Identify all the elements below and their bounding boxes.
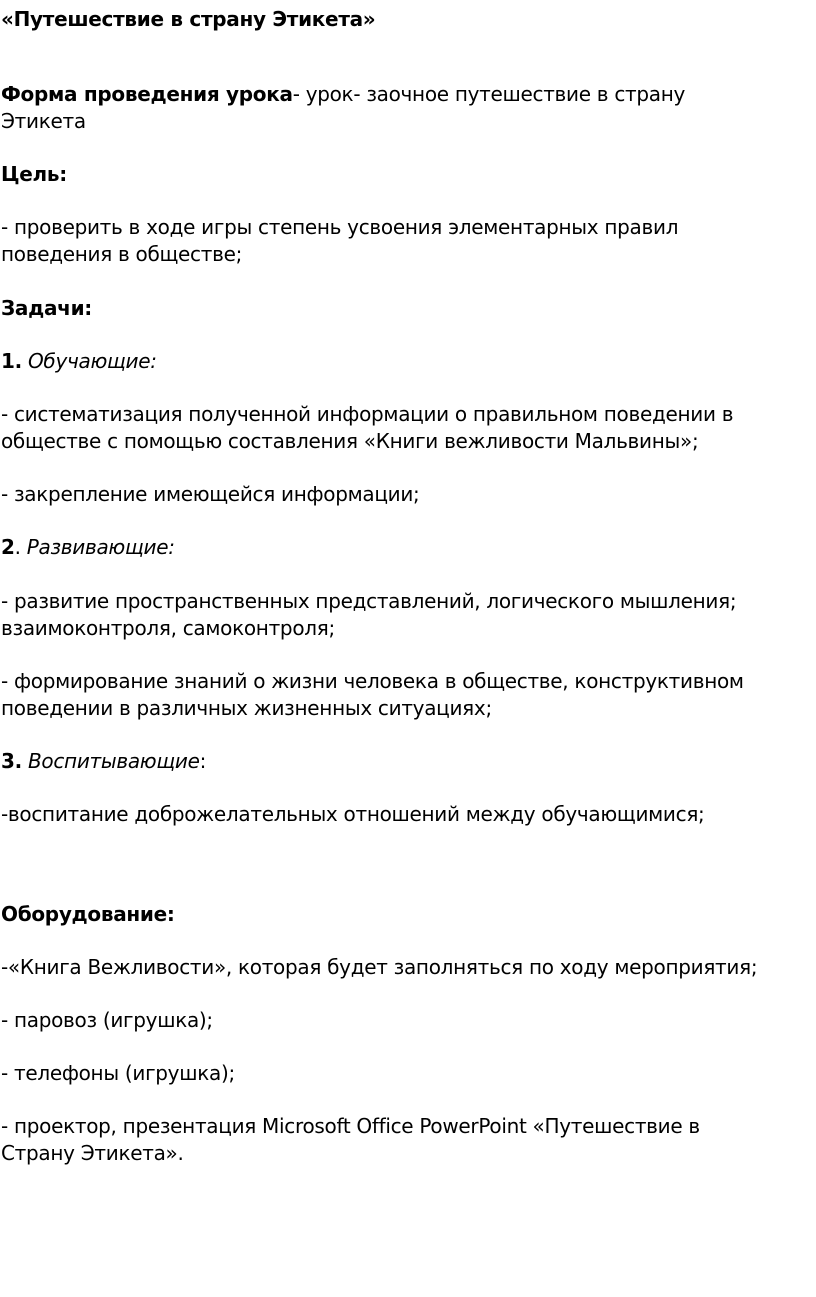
equipment-item-line: - проектор, презентация Microsoft Office PowerPoint «Путешествие в (1, 1114, 700, 1138)
task-item-line: взаимоконтроля, самоконтроля; (1, 616, 335, 640)
task-group-3-heading (1, 748, 801, 775)
task-group-number: 1. (1, 349, 22, 373)
equipment-item-line: - паровоз (игрушка); (1, 1008, 213, 1032)
equipment-item-line: Страну Этикета». (1, 1141, 184, 1165)
task-group-name: Обучающие: (27, 349, 157, 373)
task-group-1-heading (1, 348, 801, 375)
tasks-heading: Задачи: (1, 296, 92, 320)
form-line-2: Этикета (1, 109, 86, 133)
task-item-line: -воспитание доброжелательных отношений между обучающимися; (1, 802, 705, 826)
form-label: Форма проведения урока (1, 82, 293, 106)
task-item-line: обществе с помощью составления «Книги вежливости Мальвины»; (1, 429, 699, 453)
task-group-dot: . (14, 535, 21, 559)
goal-item-line: поведения в обществе; (1, 242, 243, 266)
task-group-name: Воспитывающие (27, 749, 200, 773)
equipment-item-line: -«Книга Вежливости», которая будет заполняться по ходу мероприятия; (1, 955, 758, 979)
task-group-name: Развивающие: (26, 535, 175, 559)
form-line-1 (1, 81, 801, 108)
task-group-2-heading (1, 534, 801, 561)
equipment-item-line: - телефоны (игрушка); (1, 1061, 235, 1085)
form-text-1: - урок- заочное путешествие в страну (292, 82, 686, 106)
goal-heading: Цель: (1, 162, 67, 186)
goal-item-line: - проверить в ходе игры степень усвоения элементарных правил (1, 215, 679, 239)
document-title: «Путешествие в страну Этикета» (1, 7, 376, 31)
task-item-line: - закрепление имеющейся информации; (1, 482, 420, 506)
task-group-colon: : (199, 749, 207, 773)
equipment-heading: Оборудование: (1, 902, 175, 926)
task-item-line: - развитие пространственных представлений, логического мышления; (1, 589, 737, 613)
task-group-number: 2 (1, 535, 15, 559)
task-item-line: поведении в различных жизненных ситуациях; (1, 696, 492, 720)
task-item-line: - формирование знаний о жизни человека в обществе, конструктивном (1, 669, 744, 693)
task-item-line: - систематизация полученной информации о правильном поведении в (1, 402, 734, 426)
task-group-number: 3. (1, 749, 22, 773)
